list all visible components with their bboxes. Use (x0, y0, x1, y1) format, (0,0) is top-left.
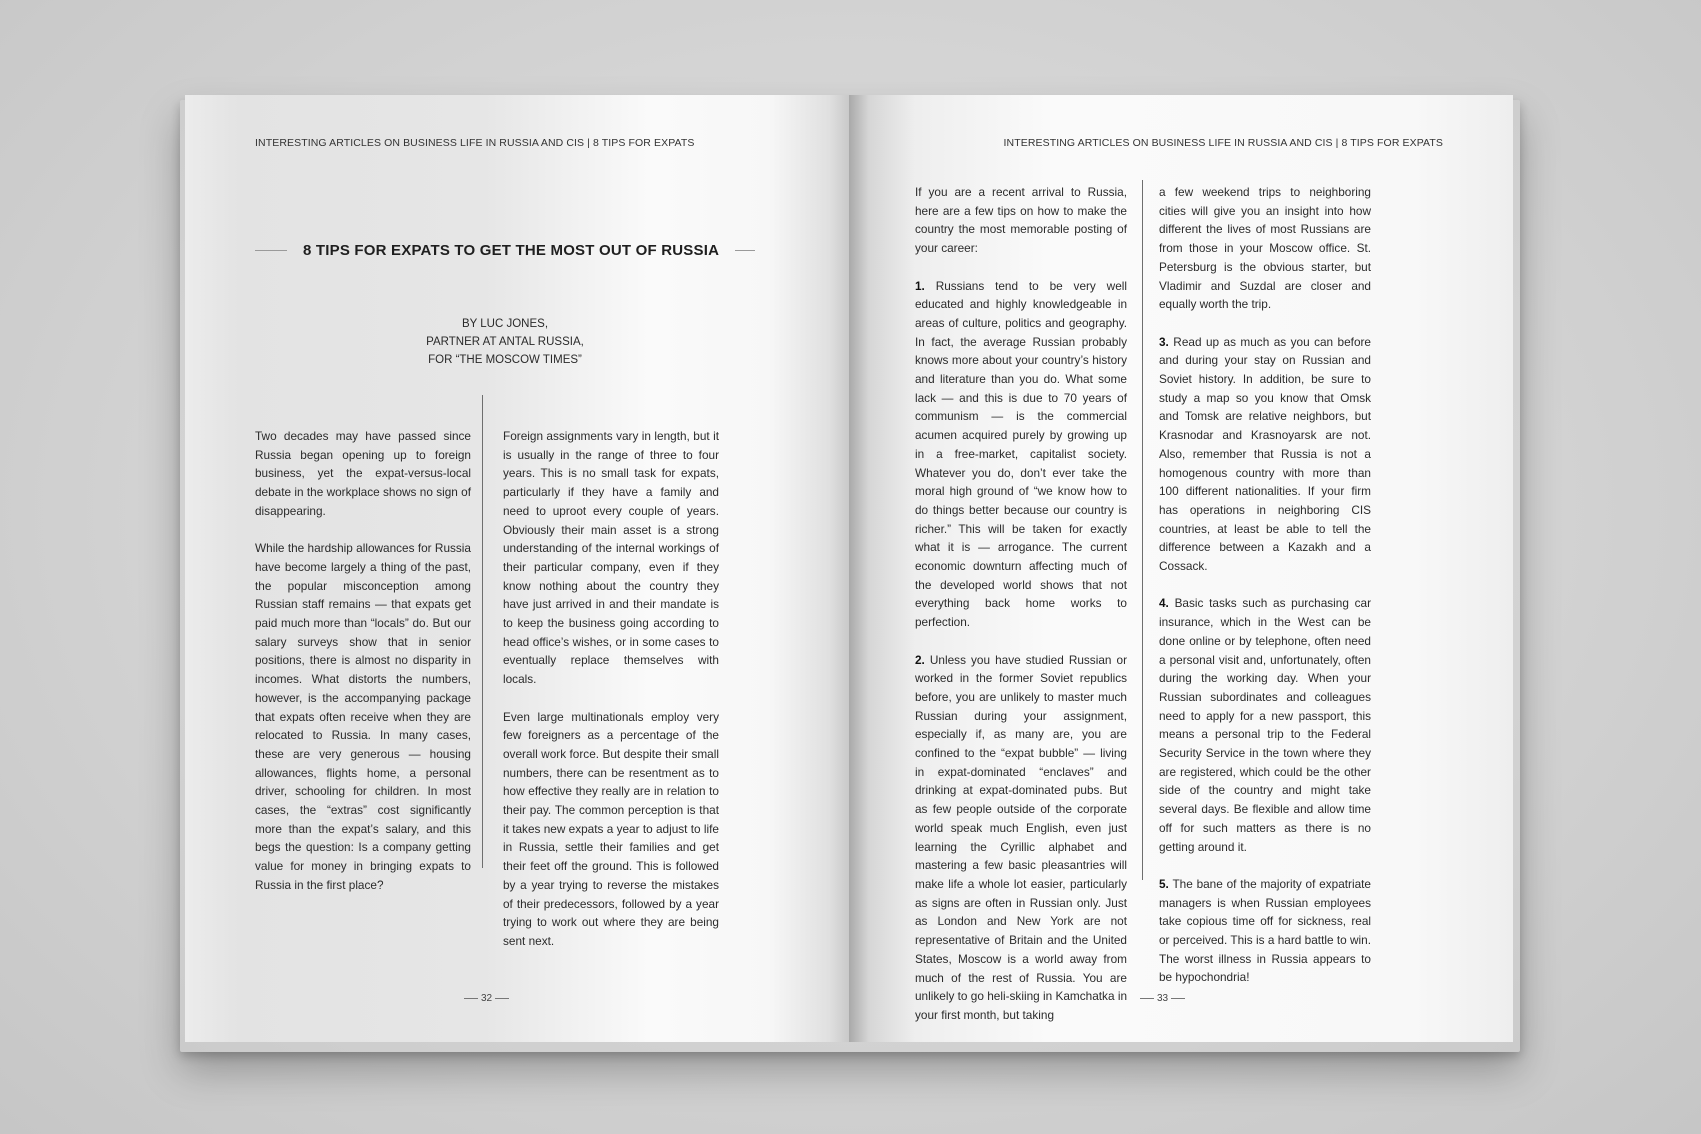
right-page (849, 95, 1513, 1042)
paragraph (915, 183, 1127, 258)
tip-number: 4. (1159, 596, 1169, 611)
running-head: INTERESTING ARTICLES ON BUSINESS LIFE IN RUSSIA AND CIS | 8 TIPS FOR EXPATS (255, 137, 695, 149)
column-divider (1142, 180, 1143, 880)
byline-line: BY LUC JONES, (461, 318, 549, 330)
magazine-spread (185, 95, 1513, 1042)
tip-paragraph (915, 651, 1127, 1025)
tip-number: 5. (1159, 876, 1169, 891)
column-divider (482, 395, 483, 868)
tip-paragraph (1159, 875, 1371, 987)
left-column-1 (255, 427, 471, 913)
page-number-text: 32 (481, 993, 493, 1004)
tip-paragraph (1159, 594, 1371, 856)
tip-number: 1. (915, 278, 925, 293)
paragraph-text: Russians tend to be very well educated and highly knowledgeable in areas of culture, politics and geography. In fact, the average Russian probably knows more about your country’s history and literature than you do. What some lack — and this is due to 70 years of communism — is the commercial acumen acquired purely by growing up in a free-market, capitalist society. Whatever you do, don’t ever take the moral high ground of “we know how to do things better because our country is richer.” This will be taken for exactly what it is — arrogance. The current economic downturn affecting much of the developed world shows that not everything back home works to perfection. (915, 278, 1128, 630)
folio-dash (495, 998, 509, 999)
paragraph-text: Unless you have studied Russian or worked in the former Soviet republics before, you are unlikely to master much Russian during your assignment, especially if, as many are, you are confined to the “expat bubble” — living in expat-dominated “enclaves” and drinking at expat-dominated pubs. But as few people outside of the corporate world speak much English, even just learning the Cyrillic alphabet and mastering a few basic pleasantries will make life a whole lot easier, particularly as signs are often in Russian only. Just as London and New York are not representative of Britain and the United States, Moscow is a world away from much of the rest of Russia. You are unlikely to go heli-skiing in Kamchatka in your first month, but taking (915, 652, 1127, 1022)
tip-paragraph (915, 277, 1127, 632)
tip-number: 2. (915, 652, 925, 667)
page-number-text: 33 (1157, 993, 1169, 1004)
paragraph-text: The bane of the majority of expatriate managers is when Russian employees take copious time off for sickness, real or perceived. This is a hard battle to win. The worst illness in Russia appears to be hypochondria! (1159, 876, 1371, 985)
paragraph-text: If you are a recent arrival to Russia, here are a few tips on how to make the country the most memorable posting of your career: (915, 185, 1127, 256)
folio-dash (464, 998, 478, 999)
folio-dash (1171, 998, 1185, 999)
article-title-row (255, 242, 755, 259)
running-head: INTERESTING ARTICLES ON BUSINESS LIFE IN RUSSIA AND CIS | 8 TIPS FOR EXPATS (1003, 137, 1443, 149)
paragraph: Two decades may have passed since Russia began opening up to foreign business, yet the expat-versus-local debate in the workplace shows no sign of disappearing. (255, 429, 471, 518)
title-rule-left (255, 250, 287, 251)
paragraph-text: Basic tasks such as purchasing car insurance, which in the West can be done online or by telephone, often need a personal visit and, unfortunately, often during the working day. When your Russian subordinates and colleagues need to apply for a new passport, this means a personal trip to the Federal Security Service in the town where they are registered, which could be the other side of the country and might take several days. Be flexible and allow time off for such matters as there is no getting around it. (1159, 596, 1371, 854)
paragraph-text: a few weekend trips to neighboring cities will give you an insight into how different the lives of most Russians are from those in your Moscow office. St. Petersburg is the obvious starter, but Vladimir and Suzdal are closer and equally worth the trip. (1159, 185, 1371, 312)
folio-dash (1140, 998, 1154, 999)
tip-paragraph (1159, 333, 1371, 576)
byline (255, 315, 755, 369)
left-page (185, 95, 849, 1042)
paragraph (1159, 183, 1371, 314)
left-column-2 (503, 427, 719, 969)
paragraph: While the hardship allowances for Russia have become largely a thing of the past, the popular misconception among Russian staff remains — that expats get paid much more than “locals” do. But our salary surveys show that in senior positions, there is almost no disparity in incomes. What distorts the numbers, however, is the accompanying package that expats often receive when they are relocated to Russia. In many cases, these are very generous — housing allowances, flights home, a personal driver, schooling for children. In most cases, the “extras” cost significantly more than the expat’s salary, and this begs the question: Is a company getting value for money in bringing expats to Russia in the first place? (255, 541, 471, 892)
byline-line: PARTNER AT ANTAL RUSSIA, (426, 336, 584, 348)
tip-number: 3. (1159, 334, 1169, 349)
paragraph: Even large multinationals employ very few foreigners as a percentage of the overall work force. But despite their small numbers, there can be resentment as to how effective they really are in relation to their pay. The common perception is that it takes new expats a year to adjust to life in Russia, settle their families and get their feet off the ground. This is followed by a year trying to reverse the mistakes of their predecessors, followed by a year trying to work out where they are being sent next. (503, 709, 719, 948)
page-number (461, 993, 512, 1004)
right-column-2 (1159, 183, 1371, 1006)
byline-line: FOR “THE MOSCOW TIMES” (428, 354, 582, 366)
title-rule-right (735, 250, 755, 251)
paragraph: Foreign assignments vary in length, but it is usually in the range of three to four years. This is no small task for expats, particularly if they have a family and need to uproot every couple of years. Obviously their main asset is a strong understanding of the internal workings of their particular company, even if they know nothing about the country they have just arrived in and their mandate is to keep the business going according to head office’s wishes, or in some cases to eventually replace themselves with locals. (503, 429, 719, 687)
right-column-1 (915, 183, 1127, 1042)
page-number (1137, 993, 1188, 1004)
article-title: 8 TIPS FOR EXPATS TO GET THE MOST OUT OF RUSSIA (303, 242, 720, 259)
paragraph-text: Read up as much as you can before and during your stay on Russian and Soviet history. In addition, be sure to study a map so you know that Omsk and Tomsk are relative neighbors, but Krasnodar and Krasnoyarsk are not. Also, remember that Russia is not a homogenous country with more than 100 different nationalities. If your firm has operations in neighboring CIS countries, at least be able to tell the difference between a Kazakh and a Cossack. (1159, 334, 1371, 574)
